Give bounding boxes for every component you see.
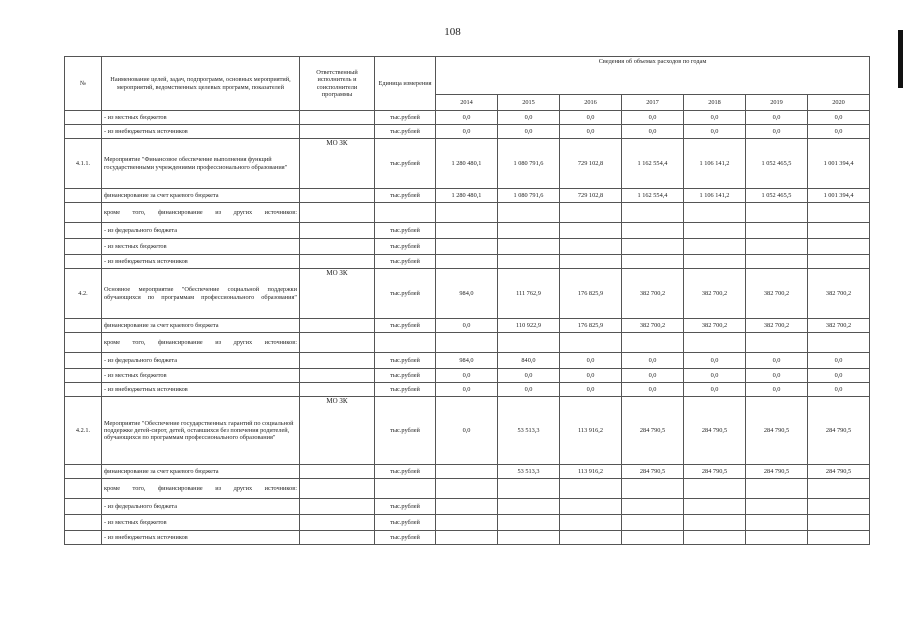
row-number: 4.1.1. xyxy=(65,139,102,189)
row-value xyxy=(684,479,746,499)
row-value: 1 280 480,1 xyxy=(436,139,498,189)
row-value xyxy=(436,255,498,269)
row-unit: тыс.рублей xyxy=(375,465,436,479)
row-value: 0,0 xyxy=(560,353,622,369)
row-value xyxy=(498,515,560,531)
row-value: 53 513,3 xyxy=(498,465,560,479)
row-value: 1 052 465,5 xyxy=(746,189,808,203)
row-number xyxy=(65,203,102,223)
row-value: 729 102,8 xyxy=(560,139,622,189)
row-value: 0,0 xyxy=(436,397,498,465)
row-value: 0,0 xyxy=(684,353,746,369)
row-value xyxy=(746,223,808,239)
header-year: 2018 xyxy=(684,95,746,111)
row-value: 1 280 480,1 xyxy=(436,189,498,203)
row-responsible xyxy=(300,125,375,139)
row-unit: тыс.рублей xyxy=(375,223,436,239)
table-row xyxy=(65,223,870,239)
row-value xyxy=(622,223,684,239)
row-value xyxy=(436,515,498,531)
row-value xyxy=(684,255,746,269)
row-unit: тыс.рублей xyxy=(375,397,436,465)
row-number xyxy=(65,515,102,531)
row-responsible xyxy=(300,203,375,223)
row-value xyxy=(622,239,684,255)
row-value: 984,0 xyxy=(436,269,498,319)
row-value: 382 700,2 xyxy=(808,269,870,319)
row-value: 284 790,5 xyxy=(622,465,684,479)
row-value xyxy=(436,333,498,353)
row-value: 382 700,2 xyxy=(746,269,808,319)
row-value: 284 790,5 xyxy=(684,465,746,479)
row-value xyxy=(560,255,622,269)
row-value xyxy=(436,223,498,239)
row-number xyxy=(65,239,102,255)
row-name: - из местных бюджетов xyxy=(102,111,300,125)
row-value xyxy=(684,531,746,545)
row-value xyxy=(746,203,808,223)
row-unit: тыс.рублей xyxy=(375,111,436,125)
row-number xyxy=(65,223,102,239)
row-value: 1 001 394,4 xyxy=(808,189,870,203)
row-value xyxy=(436,203,498,223)
row-value: 176 825,9 xyxy=(560,269,622,319)
row-value: 0,0 xyxy=(622,383,684,397)
header-responsible: Ответственный исполнитель и соисполнители программы xyxy=(300,57,375,111)
row-value: 284 790,5 xyxy=(622,397,684,465)
table-row xyxy=(65,531,870,545)
row-unit: тыс.рублей xyxy=(375,383,436,397)
row-unit: тыс.рублей xyxy=(375,255,436,269)
row-number: 4.2.1. xyxy=(65,397,102,465)
row-unit: тыс.рублей xyxy=(375,353,436,369)
row-value xyxy=(498,239,560,255)
row-value xyxy=(684,499,746,515)
row-value xyxy=(746,255,808,269)
header-unit: Единица измерения xyxy=(375,57,436,111)
row-value: 1 162 554,4 xyxy=(622,189,684,203)
row-value xyxy=(622,531,684,545)
row-value xyxy=(808,223,870,239)
table-row xyxy=(65,319,870,333)
row-number xyxy=(65,319,102,333)
row-value xyxy=(436,479,498,499)
row-responsible xyxy=(300,111,375,125)
row-value xyxy=(436,499,498,515)
row-responsible xyxy=(300,479,375,499)
row-name: - из внебюджетных источников xyxy=(102,125,300,139)
row-unit: тыс.рублей xyxy=(375,239,436,255)
row-value xyxy=(622,333,684,353)
row-value: 284 790,5 xyxy=(746,465,808,479)
row-value: 0,0 xyxy=(808,369,870,383)
table-row xyxy=(65,203,870,223)
table-row xyxy=(65,479,870,499)
row-name: - из федерального бюджета xyxy=(102,499,300,515)
header-no: № xyxy=(65,57,102,111)
row-name: финансирование за счет краевого бюджета xyxy=(102,189,300,203)
row-value: 382 700,2 xyxy=(622,269,684,319)
row-name: - из федерального бюджета xyxy=(102,223,300,239)
row-unit: тыс.рублей xyxy=(375,531,436,545)
header-year: 2015 xyxy=(498,95,560,111)
row-name: кроме того, финансирование из других источников: xyxy=(102,479,300,499)
row-value xyxy=(498,223,560,239)
row-value xyxy=(684,203,746,223)
row-number xyxy=(65,499,102,515)
row-responsible: МО ЗК xyxy=(300,397,375,465)
row-value: 110 922,9 xyxy=(498,319,560,333)
table-row xyxy=(65,189,870,203)
row-responsible xyxy=(300,333,375,353)
row-value: 382 700,2 xyxy=(684,319,746,333)
row-number xyxy=(65,125,102,139)
row-value xyxy=(498,531,560,545)
row-value xyxy=(622,515,684,531)
row-unit xyxy=(375,479,436,499)
row-name: - из внебюджетных источников xyxy=(102,383,300,397)
header-year: 2017 xyxy=(622,95,684,111)
row-responsible xyxy=(300,223,375,239)
row-value: 113 916,2 xyxy=(560,397,622,465)
row-number xyxy=(65,353,102,369)
row-value: 984,0 xyxy=(436,353,498,369)
row-responsible xyxy=(300,239,375,255)
row-value xyxy=(808,499,870,515)
row-value xyxy=(622,479,684,499)
row-value: 382 700,2 xyxy=(808,319,870,333)
row-value xyxy=(436,239,498,255)
row-responsible xyxy=(300,189,375,203)
row-value: 0,0 xyxy=(498,383,560,397)
row-number xyxy=(65,531,102,545)
row-value: 1 080 791,6 xyxy=(498,189,560,203)
row-value xyxy=(560,531,622,545)
row-value: 0,0 xyxy=(746,111,808,125)
table-row xyxy=(65,255,870,269)
row-value xyxy=(808,203,870,223)
row-value: 0,0 xyxy=(684,111,746,125)
row-value: 0,0 xyxy=(498,125,560,139)
row-value: 0,0 xyxy=(622,353,684,369)
row-value xyxy=(560,223,622,239)
row-value: 0,0 xyxy=(436,369,498,383)
row-name: - из внебюджетных источников xyxy=(102,255,300,269)
row-value xyxy=(746,515,808,531)
row-value: 0,0 xyxy=(560,369,622,383)
header-name: Наименование целей, задач, подпрограмм, основных мероприятий, мероприятий, ведомственных целевых программ, показателей xyxy=(102,57,300,111)
table-body xyxy=(65,111,870,545)
row-value: 0,0 xyxy=(498,369,560,383)
row-value: 382 700,2 xyxy=(622,319,684,333)
row-value xyxy=(746,333,808,353)
row-value xyxy=(684,239,746,255)
row-responsible xyxy=(300,353,375,369)
row-value: 1 106 141,2 xyxy=(684,139,746,189)
row-value xyxy=(622,203,684,223)
row-value: 284 790,5 xyxy=(684,397,746,465)
row-unit xyxy=(375,203,436,223)
row-value xyxy=(622,499,684,515)
row-value: 0,0 xyxy=(746,383,808,397)
row-value xyxy=(498,203,560,223)
row-responsible xyxy=(300,369,375,383)
row-value xyxy=(498,255,560,269)
header-expenses: Сведения об объемах расходов по годам xyxy=(436,57,870,95)
row-value: 0,0 xyxy=(560,111,622,125)
row-name: финансирование за счет краевого бюджета xyxy=(102,465,300,479)
row-number xyxy=(65,111,102,125)
table-row xyxy=(65,515,870,531)
row-value: 0,0 xyxy=(436,125,498,139)
row-value: 0,0 xyxy=(746,369,808,383)
row-value xyxy=(436,531,498,545)
row-name: - из внебюджетных источников xyxy=(102,531,300,545)
row-value xyxy=(498,479,560,499)
row-value: 382 700,2 xyxy=(684,269,746,319)
row-value: 0,0 xyxy=(498,111,560,125)
header-year: 2020 xyxy=(808,95,870,111)
row-name: Мероприятие "Финансовое обеспечение выполнения функций государственными учреждениями профессионального образования" xyxy=(102,139,300,189)
header-year: 2019 xyxy=(746,95,808,111)
row-responsible xyxy=(300,465,375,479)
scan-edge-mark xyxy=(898,30,903,88)
row-responsible xyxy=(300,531,375,545)
row-value xyxy=(746,239,808,255)
row-value: 0,0 xyxy=(436,319,498,333)
row-unit: тыс.рублей xyxy=(375,125,436,139)
row-value xyxy=(436,465,498,479)
row-value xyxy=(808,479,870,499)
table-row xyxy=(65,353,870,369)
row-value xyxy=(622,255,684,269)
row-value: 0,0 xyxy=(436,111,498,125)
row-value xyxy=(560,203,622,223)
row-unit: тыс.рублей xyxy=(375,189,436,203)
budget-table xyxy=(64,56,870,545)
table-row xyxy=(65,333,870,353)
row-value: 1 001 394,4 xyxy=(808,139,870,189)
table-row xyxy=(65,397,870,465)
row-number xyxy=(65,189,102,203)
table-row xyxy=(65,465,870,479)
row-value: 840,0 xyxy=(498,353,560,369)
row-number xyxy=(65,369,102,383)
row-value: 0,0 xyxy=(808,353,870,369)
row-name: кроме того, финансирование из других источников: xyxy=(102,203,300,223)
row-value xyxy=(560,499,622,515)
row-value: 0,0 xyxy=(560,125,622,139)
table-row xyxy=(65,499,870,515)
row-value: 0,0 xyxy=(622,369,684,383)
row-value: 0,0 xyxy=(808,111,870,125)
row-number xyxy=(65,255,102,269)
row-value: 111 762,9 xyxy=(498,269,560,319)
table-row xyxy=(65,269,870,319)
row-value xyxy=(560,479,622,499)
row-unit: тыс.рублей xyxy=(375,139,436,189)
row-unit: тыс.рублей xyxy=(375,369,436,383)
row-unit: тыс.рублей xyxy=(375,515,436,531)
row-value: 1 106 141,2 xyxy=(684,189,746,203)
row-name: - из местных бюджетов xyxy=(102,515,300,531)
row-value: 382 700,2 xyxy=(746,319,808,333)
row-value: 0,0 xyxy=(746,125,808,139)
row-unit: тыс.рублей xyxy=(375,269,436,319)
row-value xyxy=(808,333,870,353)
row-value xyxy=(808,239,870,255)
row-responsible xyxy=(300,499,375,515)
row-value: 1 052 465,5 xyxy=(746,139,808,189)
row-responsible xyxy=(300,515,375,531)
row-number xyxy=(65,465,102,479)
row-name: Основное мероприятие "Обеспечение социальной поддержки обучающихся по программам профессионального образования" xyxy=(102,269,300,319)
row-name: - из местных бюджетов xyxy=(102,369,300,383)
row-value xyxy=(560,239,622,255)
row-value xyxy=(498,499,560,515)
row-name: финансирование за счет краевого бюджета xyxy=(102,319,300,333)
row-value: 176 825,9 xyxy=(560,319,622,333)
row-value: 1 162 554,4 xyxy=(622,139,684,189)
header-year: 2014 xyxy=(436,95,498,111)
row-value xyxy=(808,515,870,531)
row-value xyxy=(808,531,870,545)
row-unit xyxy=(375,333,436,353)
row-responsible xyxy=(300,319,375,333)
row-value: 0,0 xyxy=(808,383,870,397)
header-year: 2016 xyxy=(560,95,622,111)
row-responsible: МО ЗК xyxy=(300,139,375,189)
row-number xyxy=(65,333,102,353)
row-name: - из местных бюджетов xyxy=(102,239,300,255)
row-name: Мероприятие "Обеспечение государственных гарантий по социальной поддержке детей-сирот, детей, оставшихся без попечения родителей, обучающихся по программам профессионального образования" xyxy=(102,397,300,465)
row-value: 113 916,2 xyxy=(560,465,622,479)
row-value: 53 513,3 xyxy=(498,397,560,465)
row-name: - из федерального бюджета xyxy=(102,353,300,369)
row-value: 0,0 xyxy=(622,125,684,139)
row-value: 0,0 xyxy=(436,383,498,397)
row-responsible xyxy=(300,383,375,397)
table-row xyxy=(65,111,870,125)
row-value: 729 102,8 xyxy=(560,189,622,203)
row-value xyxy=(684,515,746,531)
table-row xyxy=(65,139,870,189)
row-value xyxy=(684,223,746,239)
row-value: 0,0 xyxy=(684,369,746,383)
row-name: кроме того, финансирование из других источников: xyxy=(102,333,300,353)
table-row xyxy=(65,239,870,255)
row-value: 284 790,5 xyxy=(808,397,870,465)
page-number: 108 xyxy=(444,26,461,38)
row-unit: тыс.рублей xyxy=(375,319,436,333)
row-value: 0,0 xyxy=(684,125,746,139)
row-value: 284 790,5 xyxy=(746,397,808,465)
row-number xyxy=(65,479,102,499)
row-value: 1 080 791,6 xyxy=(498,139,560,189)
row-value: 284 790,5 xyxy=(808,465,870,479)
row-unit: тыс.рублей xyxy=(375,499,436,515)
row-value xyxy=(498,333,560,353)
row-value: 0,0 xyxy=(560,383,622,397)
table-header xyxy=(65,57,870,111)
row-value xyxy=(746,479,808,499)
row-value xyxy=(746,531,808,545)
row-responsible xyxy=(300,255,375,269)
table-row xyxy=(65,383,870,397)
row-number xyxy=(65,383,102,397)
row-responsible: МО ЗК xyxy=(300,269,375,319)
row-value: 0,0 xyxy=(622,111,684,125)
row-value xyxy=(808,255,870,269)
row-value xyxy=(560,515,622,531)
row-value xyxy=(684,333,746,353)
row-value xyxy=(560,333,622,353)
row-value xyxy=(746,499,808,515)
row-value: 0,0 xyxy=(808,125,870,139)
table-row xyxy=(65,125,870,139)
table-row xyxy=(65,369,870,383)
row-number: 4.2. xyxy=(65,269,102,319)
row-value: 0,0 xyxy=(746,353,808,369)
row-value: 0,0 xyxy=(684,383,746,397)
